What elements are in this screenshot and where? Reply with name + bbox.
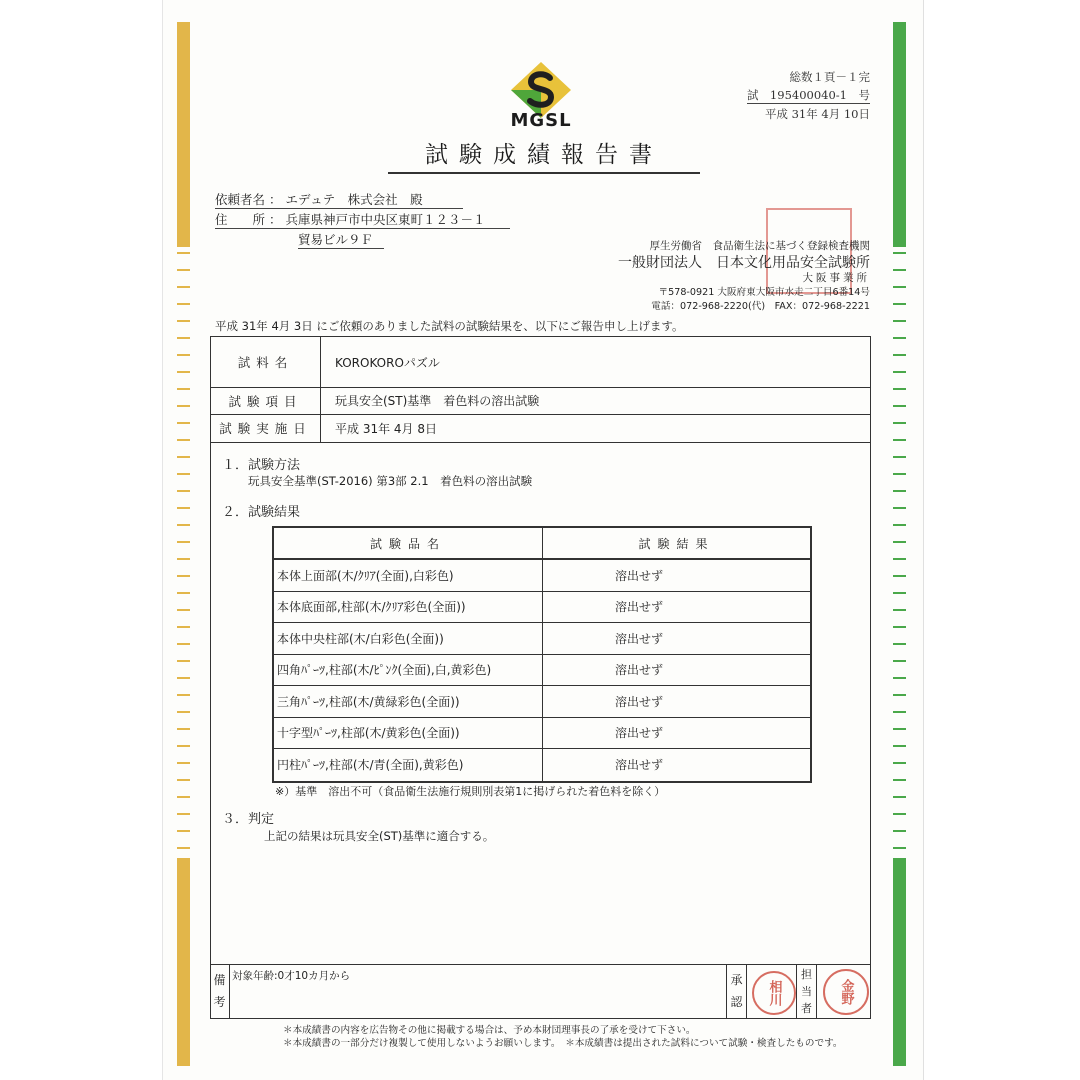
- margin-dash: [893, 626, 906, 628]
- margin-dash: [893, 524, 906, 526]
- margin-dash: [177, 762, 190, 764]
- section-1-body: 玩具安全基準(ST-2016) 第3部 2.1 着色料の溶出試験: [248, 474, 533, 488]
- item-cell: 円柱ﾊﾟｰﾂ,柱部(木/青(全面),黄彩色): [274, 749, 543, 781]
- result-cell: 溶出せず: [615, 758, 664, 773]
- margin-dash: [177, 575, 190, 577]
- margin-dash: [177, 388, 190, 390]
- margin-dash: [177, 830, 190, 832]
- margin-dash: [177, 592, 190, 594]
- margin-dash: [893, 320, 906, 322]
- result-cell: 溶出せず: [615, 631, 664, 646]
- footer-note-2: ＊本成績書の一部分だけ複製して使用しないようお願いします。 ＊本成績書は提出された試料について試験・検査したものです。: [283, 1038, 843, 1049]
- table-row: [274, 749, 810, 781]
- margin-dash: [177, 677, 190, 679]
- margin-dash: [177, 524, 190, 526]
- margin-dash: [177, 643, 190, 645]
- margin-dash: [177, 422, 190, 424]
- margin-dash: [893, 337, 906, 339]
- client-address: 住 所 ： 兵庫県神戸市中央区東町１２３－１: [215, 210, 510, 229]
- header-row-test-item: [211, 387, 870, 415]
- margin-dash: [177, 813, 190, 815]
- header-label: 試料名: [211, 337, 321, 387]
- margin-dash: [177, 490, 190, 492]
- result-cell: 溶出せず: [615, 726, 664, 741]
- institute-authority: 厚生労働省 食品衛生法に基づく登録検査機関: [649, 240, 870, 252]
- margin-dash: [177, 269, 190, 271]
- margin-dash: [177, 779, 190, 781]
- margin-dash: [893, 677, 906, 679]
- margin-dash: [177, 694, 190, 696]
- header-row-test-date: [211, 414, 870, 443]
- charge-label: 担当者: [796, 965, 816, 1019]
- approve-seal-text: 相川: [766, 980, 782, 1006]
- margin-dash: [177, 796, 190, 798]
- margin-dash: [177, 354, 190, 356]
- result-cell: 溶出せず: [615, 568, 664, 583]
- institute-address: 〒578-0921 大阪府東大阪市水走二丁目6番14号: [658, 287, 870, 298]
- margin-dash: [177, 320, 190, 322]
- margin-dash: [177, 337, 190, 339]
- margin-dash: [177, 303, 190, 305]
- header-value: 玩具安全(ST)基準 着色料の溶出試験: [335, 394, 540, 408]
- margin-dash: [893, 490, 906, 492]
- table-row: [274, 655, 810, 687]
- client-name: 依頼者名 ： エデュテ 株式会社 殿: [215, 190, 463, 209]
- margin-dash: [893, 694, 906, 696]
- table-row: [274, 560, 810, 592]
- margin-dash: [177, 728, 190, 730]
- result-cell: 溶出せず: [615, 663, 664, 678]
- margin-dash: [893, 456, 906, 458]
- margin-dash: [177, 711, 190, 713]
- margin-dash: [893, 660, 906, 662]
- header-label: 試験実施日: [211, 414, 321, 442]
- margin-dash: [893, 847, 906, 849]
- mgsl-logo-text: MGSL: [510, 110, 572, 131]
- item-cell: 本体上面部(木/ｸﾘｱ(全面),白彩色): [274, 560, 543, 591]
- margin-dash: [893, 541, 906, 543]
- item-cell: 本体底面部,柱部(木/ｸﾘｱ彩色(全面)): [274, 592, 543, 623]
- margin-dash: [893, 269, 906, 271]
- institute-office: 大阪事業所: [802, 272, 870, 284]
- margin-dash: [893, 711, 906, 713]
- margin-dash: [893, 575, 906, 577]
- header-value: 平成 31年 4月 8日: [335, 421, 437, 436]
- margin-dash: [893, 303, 906, 305]
- margin-dash: [893, 507, 906, 509]
- margin-dash: [177, 286, 190, 288]
- header-label: 試験項目: [211, 387, 321, 414]
- approve-seal-stamp: [752, 971, 796, 1015]
- margin-dash: [177, 371, 190, 373]
- table-note: ※）基準 溶出不可（食品衛生法施行規則別表第1に掲げられた着色料を除く）: [275, 785, 666, 798]
- footer-note-1: ＊本成績書の内容を広告物その他に掲載する場合は、予め本財団理事長の了承を受けて下さい。: [283, 1025, 696, 1036]
- margin-dash: [177, 507, 190, 509]
- report-number: 試 195400040-1 号: [746, 88, 870, 102]
- column-header-result: 試験結果: [638, 536, 715, 551]
- charge-seal-stamp: [823, 969, 869, 1015]
- margin-dash: [893, 609, 906, 611]
- report-date: 平成 31年 4月 10日: [764, 107, 870, 121]
- section-3-heading: ３．判定: [222, 812, 275, 827]
- table-header-row: [274, 528, 810, 560]
- header-row-sample: [211, 337, 870, 388]
- charge-seal-text: 金野: [838, 979, 854, 1005]
- margin-dash: [893, 558, 906, 560]
- margin-dash: [893, 796, 906, 798]
- margin-dash: [177, 745, 190, 747]
- result-cell: 溶出せず: [615, 694, 664, 709]
- margin-dash: [893, 286, 906, 288]
- margin-dash: [177, 456, 190, 458]
- section-1-heading: １．試験方法: [222, 458, 301, 473]
- margin-dash: [893, 388, 906, 390]
- margin-dash: [893, 643, 906, 645]
- institute-name: 一般財団法人 日本文化用品安全試験所: [618, 255, 870, 271]
- item-cell: 本体中央柱部(木/白彩色(全面)): [274, 623, 543, 654]
- table-row: [274, 686, 810, 718]
- margin-dash: [893, 592, 906, 594]
- page-count: 総数１頁－１完: [789, 70, 870, 84]
- intro-text: 平成 31年 4月 3日 にご依頼のありました試料の試験結果を、以下にご報告申し上げます。: [215, 319, 684, 333]
- header-value: KOROKOROパズル: [335, 355, 440, 370]
- margin-dash: [893, 252, 906, 254]
- section-2-heading: ２．試験結果: [222, 505, 301, 520]
- margin-dash: [893, 813, 906, 815]
- remarks-text: 対象年齢:0才10カ月から: [232, 970, 351, 982]
- page-title: 試験成績報告書: [388, 136, 700, 174]
- margin-dash: [177, 626, 190, 628]
- margin-dash: [893, 371, 906, 373]
- margin-dash: [893, 745, 906, 747]
- margin-dash: [893, 762, 906, 764]
- result-cell: 溶出せず: [615, 600, 664, 615]
- margin-dash: [177, 660, 190, 662]
- table-row: [274, 623, 810, 655]
- item-cell: 三角ﾊﾟｰﾂ,柱部(木/黄緑彩色(全面)): [274, 686, 543, 717]
- margin-dash: [893, 354, 906, 356]
- margin-dash: [177, 609, 190, 611]
- margin-dash: [893, 728, 906, 730]
- margin-dash: [893, 779, 906, 781]
- item-cell: 十字型ﾊﾟｰﾂ,柱部(木/黄彩色(全面)): [274, 718, 543, 749]
- margin-dash: [177, 541, 190, 543]
- margin-dash: [893, 473, 906, 475]
- margin-dash: [893, 422, 906, 424]
- client-address-building: 貿易ビル９Ｆ: [298, 230, 384, 249]
- margin-dash: [177, 847, 190, 849]
- margin-dash: [177, 405, 190, 407]
- item-cell: 四角ﾊﾟｰﾂ,柱部(木/ﾋﾟﾝｸ(全面),白,黄彩色): [274, 655, 543, 686]
- table-row: [274, 592, 810, 624]
- remarks-label: 備考: [210, 965, 230, 1019]
- institute-phone: 電話：072-968-2220(代) FAX：072-968-2221: [651, 301, 870, 312]
- margin-dash: [893, 405, 906, 407]
- margin-dash: [893, 830, 906, 832]
- margin-dash: [177, 439, 190, 441]
- margin-dash: [893, 439, 906, 441]
- margin-dash: [177, 473, 190, 475]
- approve-label: 承認: [726, 965, 746, 1019]
- results-table: [272, 526, 812, 783]
- column-header-item: 試験品名: [274, 528, 543, 558]
- margin-dash: [177, 252, 190, 254]
- table-row: [274, 718, 810, 750]
- section-3-body: 上記の結果は玩具安全(ST)基準に適合する。: [264, 829, 495, 843]
- margin-dash: [177, 558, 190, 560]
